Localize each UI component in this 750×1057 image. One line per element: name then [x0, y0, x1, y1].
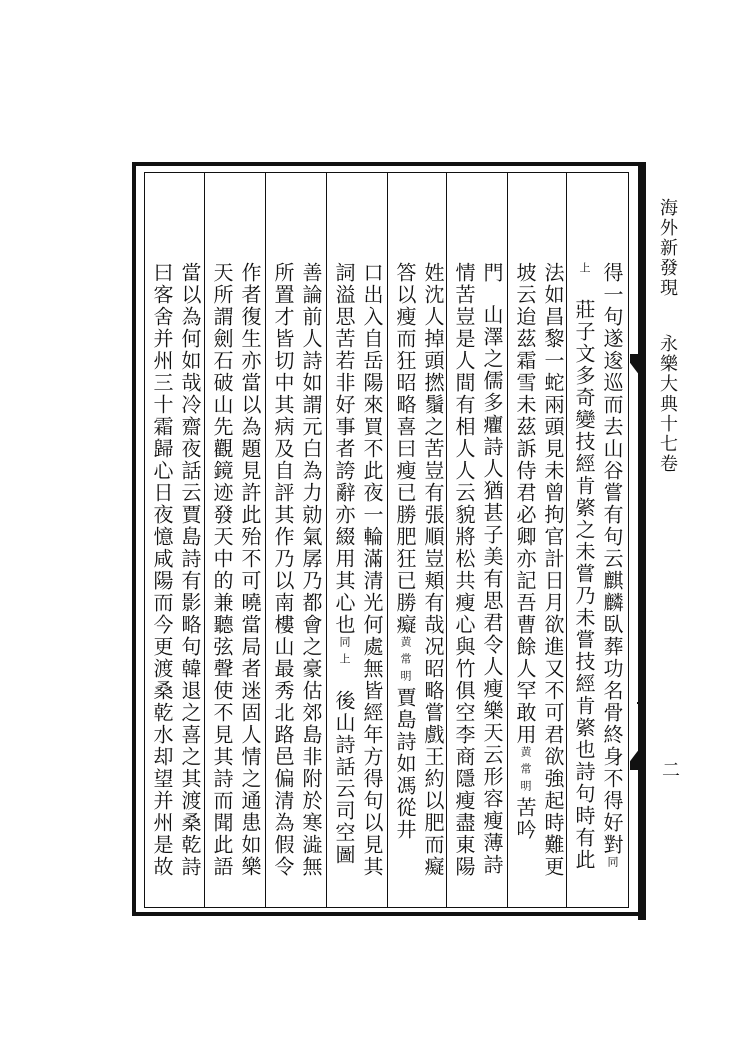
- text-segment: 口出入自岳陽來買不此夜一輪滿清光何處無皆經年方得句以見其: [360, 262, 384, 878]
- text-segment: 門: [480, 262, 504, 284]
- text-line: [236, 262, 264, 878]
- text-segment: 賈島詩如馮從井: [393, 687, 417, 841]
- annotation-note: 上: [578, 262, 591, 279]
- text-line: [570, 262, 598, 871]
- series-title: 海外新發現: [657, 198, 678, 298]
- column-rule: [204, 172, 205, 908]
- column-rule: [507, 172, 508, 908]
- text-line: [148, 262, 176, 878]
- text-line: [391, 262, 419, 841]
- text-line: [511, 262, 539, 841]
- text-segment: 答以瘦而狂昭略喜曰瘦已勝肥狂已勝癡: [393, 262, 417, 636]
- annotation-note: 同: [606, 856, 619, 873]
- text-line: [539, 262, 567, 878]
- annotation-note: 黄常明: [399, 636, 412, 687]
- text-segment: 得一句遂逡巡而去山谷嘗有句云麒麟臥葬功名骨終身不得好對: [600, 262, 624, 856]
- text-segment: 姓沈人掉頭撚鬚之苦豈有張順豈頬有哉况昭略嘗戲王約以肥而癡: [421, 262, 445, 878]
- volume-title: 永樂大典十七卷: [657, 334, 678, 474]
- text-line: [208, 262, 236, 878]
- text-line: [450, 262, 478, 878]
- annotation-note: 同上: [338, 636, 351, 670]
- text-line: [598, 262, 626, 873]
- text-line: [176, 262, 204, 878]
- column-rule: [387, 172, 388, 908]
- text-segment: 莊子文多奇變技經肯綮之未嘗乃未嘗技經肯綮也詩句時有此: [572, 299, 596, 871]
- page-number: 二: [659, 760, 680, 780]
- fold-mark: [637, 702, 643, 704]
- text-line: [478, 262, 506, 876]
- text-line: [297, 262, 325, 878]
- text-segment: 山澤之儒多癯詩人猶甚子美有思君令人瘦樂天云形容瘦薄詩: [480, 304, 504, 876]
- text-segment: 作者復生亦當以為題見許此殆不可曉當局者迷固人情之通患如樂: [238, 262, 262, 878]
- column-rule: [326, 172, 327, 908]
- text-segment: 善論前人詩如謂元白為力勍氣孱乃都會之豪估郊島非附於寒澁無: [299, 262, 323, 878]
- text-segment: 法如昌黎一蛇兩頭見未曾拘官計日月欲進又不可君欲強起時難更: [541, 262, 565, 878]
- text-line: [419, 262, 447, 878]
- text-line: [330, 262, 358, 866]
- text-segment: 當以為何如哉冷齋夜話云賈島詩有影略句韓退之喜之其渡桑乾詩: [178, 262, 202, 878]
- annotation-note: 黄常明: [519, 746, 532, 797]
- text-segment: 天所謂劍石破山先觀鏡迹發天中的兼聽弦聲使不見其詩而聞此語: [210, 262, 234, 878]
- text-line: [269, 262, 297, 878]
- fold-border: [638, 162, 646, 920]
- text-segment: 情苦豈是人間有相人人云貌將松共瘦心與竹俱空李商隱瘦盡東陽: [452, 262, 476, 878]
- text-line: [358, 262, 386, 878]
- text-segment: 坡云迨茲霜雪未茲訴侍君必卿亦記吾曹餘人罕敢用: [513, 262, 537, 746]
- column-rule: [265, 172, 266, 908]
- text-segment: 苦吟: [513, 797, 537, 841]
- text-segment: 後山詩話云司空圖: [332, 690, 356, 866]
- text-segment: 詞溢思苦若非好事者誇辭亦綴用其心也: [332, 262, 356, 636]
- text-segment: 所置才皆切中其病及自評其作乃以南樓山最秀北路邑偏清為假令: [271, 262, 295, 878]
- text-segment: 曰客舍并州三十霜歸心日夜憶咸陽而今更渡桑乾水却望并州是故: [150, 262, 174, 878]
